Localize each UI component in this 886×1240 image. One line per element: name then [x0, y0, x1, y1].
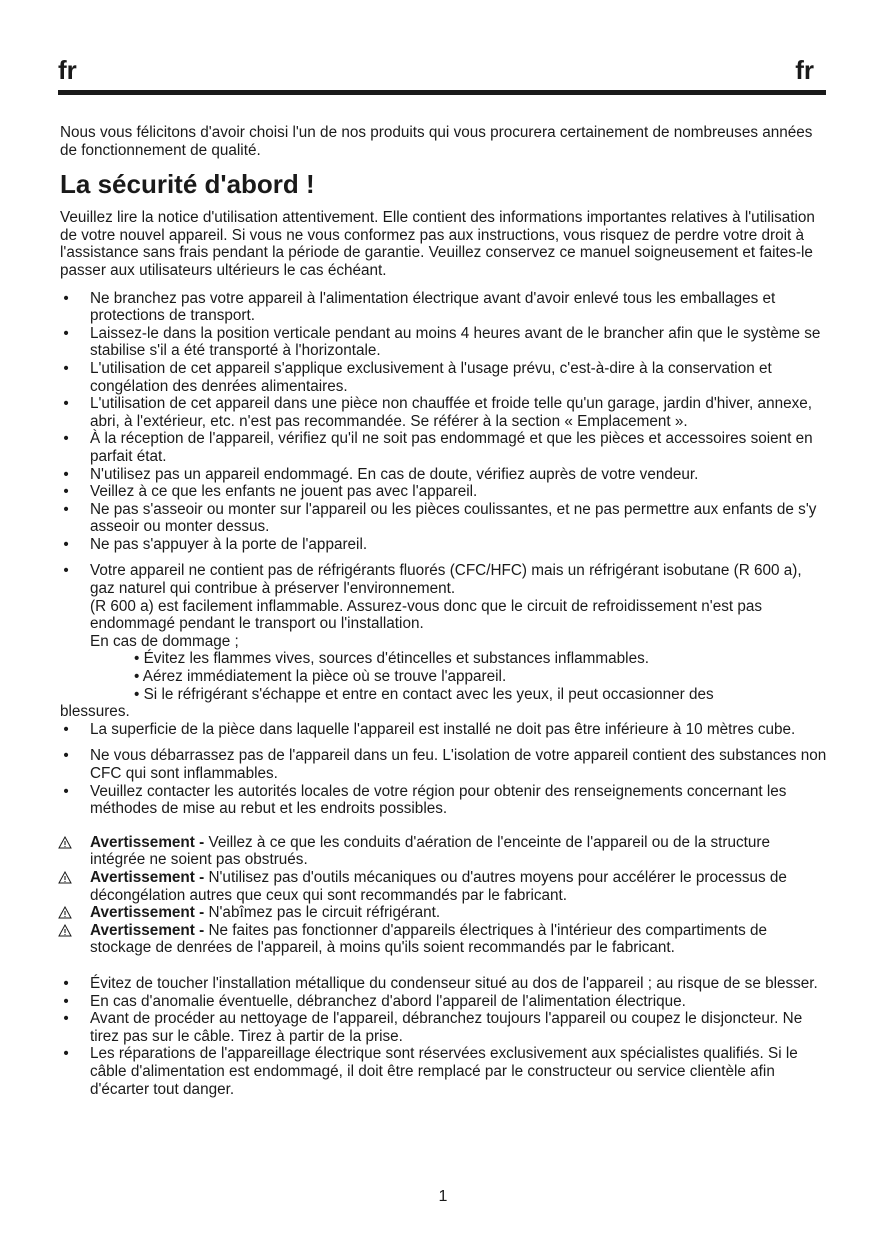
warning-item: Avertissement - Ne faites pas fonctionner d'appareils électriques à l'intérieur des compartiments de stockage de denrées de l'appareil, à moins qu'ils soient recommandés par le fabricant. — [60, 922, 828, 957]
bullet: • — [63, 395, 69, 413]
instructions-paragraph: Veuillez lire la notice d'utilisation attentivement. Elle contient des informations importantes relatives à l'utilisation de votre nouvel appareil. Si vous ne vous conformez pas aux instructions, vous risquez de perdre votre droit à l'assistance sans frais pendant la période de garantie. Veuillez conservez ce manuel soigneusement et faites-le passer aux utilisateurs ultérieurs le cas échéant. — [60, 209, 815, 279]
section-title: La sécurité d'abord ! — [60, 169, 315, 200]
warning-item: Avertissement - N'abîmez pas le circuit réfrigérant. — [60, 904, 828, 922]
safety-list-1 — [60, 290, 828, 554]
safety-list-4 — [60, 975, 828, 1098]
page-number: 1 — [438, 1188, 448, 1205]
safety-list-3 — [60, 747, 828, 817]
warning-triangle-icon — [58, 836, 72, 849]
warning-label: Avertissement - — [90, 833, 205, 851]
list-item: • Ne branchez pas votre appareil à l'alimentation électrique avant d'avoir enlevé tous les emballages et protections de transport. — [60, 290, 828, 325]
warning-triangle-icon — [58, 871, 72, 884]
language-code-left: fr — [58, 55, 77, 85]
list-item: • Laissez-le dans la position verticale pendant au moins 4 heures avant de le brancher afin que le système se stabilise s'il a été transporté à l'horizontale. — [60, 325, 828, 360]
warning-label: Avertissement - — [90, 868, 205, 886]
list-item: • À la réception de l'appareil, vérifiez qu'il ne soit pas endommagé et que les pièces et accessoires soient en parfait état. — [60, 430, 828, 465]
bullet: • — [63, 465, 69, 483]
warnings — [60, 834, 828, 957]
intro-text: Nous vous félicitons d'avoir choisi l'un de nos produits qui vous procurera certainement de nombreuses années de fonctionnement de qualité. — [60, 124, 813, 159]
bullet: • — [63, 483, 69, 501]
warning-triangle-icon — [58, 906, 72, 919]
list-item-refrigerant: • Votre appareil ne contient pas de réfrigérants fluorés (CFC/HFC) mais un réfrigérant isobutane (R 600 a), gaz naturel qui contribue à préserver l'environnement. (R 600 a) est facilement inflammable. Assurez-vous donc que le circuit de refroidissement n'est pas endommagé pendant le transport ou l'installation. En cas de dommage ; • Évitez les flammes vives, sources d'étincelles et substances inflammables. • Aérez immédiatement la pièce où se trouve l'appareil. • Si le réfrigérant s'échappe et entre en contact avec les yeux, il peut occasionner des — [60, 562, 828, 703]
bullet: • — [63, 500, 69, 518]
list-item: • Ne vous débarrassez pas de l'appareil dans un feu. L'isolation de votre appareil contient des substances non CFC qui sont inflammables. — [60, 747, 828, 782]
bullet: • — [63, 1010, 69, 1028]
bullet: • — [63, 535, 69, 553]
bullet: • — [63, 430, 69, 448]
warning-item: Avertissement - N'utilisez pas d'outils mécaniques ou d'autres moyens pour accélérer le processus de décongélation autres que ceux qui sont recommandés par le fabricant. — [60, 869, 828, 904]
list-item: • Avant de procéder au nettoyage de l'appareil, débranchez toujours l'appareil ou coupez le disjoncteur. Ne tirez pas sur le câble. Tirez à partir de la prise. — [60, 1010, 828, 1045]
safety-list-2 — [60, 562, 828, 703]
warning-label: Avertissement - — [90, 904, 205, 922]
list-item: • Les réparations de l'appareillage électrique sont réservées exclusivement aux spécialistes qualifiés. Si le câble d'alimentation est endommagé, il doit être remplacé par le constructeur ou service clientèle afin d'écarter tout danger. — [60, 1045, 828, 1098]
warning-label: Avertissement - — [90, 921, 205, 939]
bullet: • — [63, 992, 69, 1010]
bullet: • — [63, 289, 69, 307]
bullet: • — [63, 1045, 69, 1063]
document-body — [60, 124, 828, 1098]
list-item: • Ne pas s'asseoir ou monter sur l'appareil ou les pièces coulissantes, et ne pas permettre aux enfants de s'y asseoir ou monter dessus. — [60, 501, 828, 536]
page-header — [58, 54, 826, 95]
bullet: • — [63, 324, 69, 342]
bullet: • — [63, 720, 69, 738]
list-item: • N'utilisez pas un appareil endommagé. En cas de doute, vérifiez auprès de votre vendeur. — [60, 466, 828, 484]
sub-item-continuation: blessures. — [60, 703, 130, 721]
bullet: • — [63, 974, 69, 992]
list-item: • Ne pas s'appuyer à la porte de l'appareil. — [60, 536, 828, 554]
list-item: • La superficie de la pièce dans laquelle l'appareil est installé ne doit pas être inférieure à 10 mètres cube. — [60, 721, 828, 739]
list-item: • Veillez à ce que les enfants ne jouent pas avec l'appareil. — [60, 483, 828, 501]
bullet: • — [63, 782, 69, 800]
sub-item: • Évitez les flammes vives, sources d'étincelles et substances inflammables. — [134, 650, 649, 668]
bullet: • — [63, 747, 69, 765]
list-item: • L'utilisation de cet appareil dans une pièce non chauffée et froide telle qu'un garage, jardin d'hiver, annexe, abri, à l'extérieur, etc. n'est pas recommandée. Se référer à la section « Emplacement ». — [60, 395, 828, 430]
bullet: • — [63, 359, 69, 377]
warning-triangle-icon — [58, 924, 72, 937]
warning-item: Avertissement - Veillez à ce que les conduits d'aération de l'enceinte de l'appareil ou de la structure intégrée ne soient pas obstrués. — [60, 834, 828, 869]
list-item: • En cas d'anomalie éventuelle, débranchez d'abord l'appareil de l'alimentation électrique. — [60, 993, 828, 1011]
list-item: • Évitez de toucher l'installation métallique du condenseur situé au dos de l'appareil ; au risque de se blesser. — [60, 975, 828, 993]
sub-item: • Si le réfrigérant s'échappe et entre en contact avec les yeux, il peut occasionner des — [134, 685, 714, 703]
safety-list-2b — [60, 721, 828, 739]
list-item: • Veuillez contacter les autorités locales de votre région pour obtenir des renseignements concernant les méthodes de mise au rebut et les endroits possibles. — [60, 783, 828, 818]
bullet: • — [63, 562, 69, 580]
list-item: • L'utilisation de cet appareil s'applique exclusivement à l'usage prévu, c'est-à-dire à la conservation et congélation des denrées alimentaires. — [60, 360, 828, 395]
sub-item: • Aérez immédiatement la pièce où se trouve l'appareil. — [134, 668, 507, 686]
language-code-right: fr — [795, 55, 814, 85]
